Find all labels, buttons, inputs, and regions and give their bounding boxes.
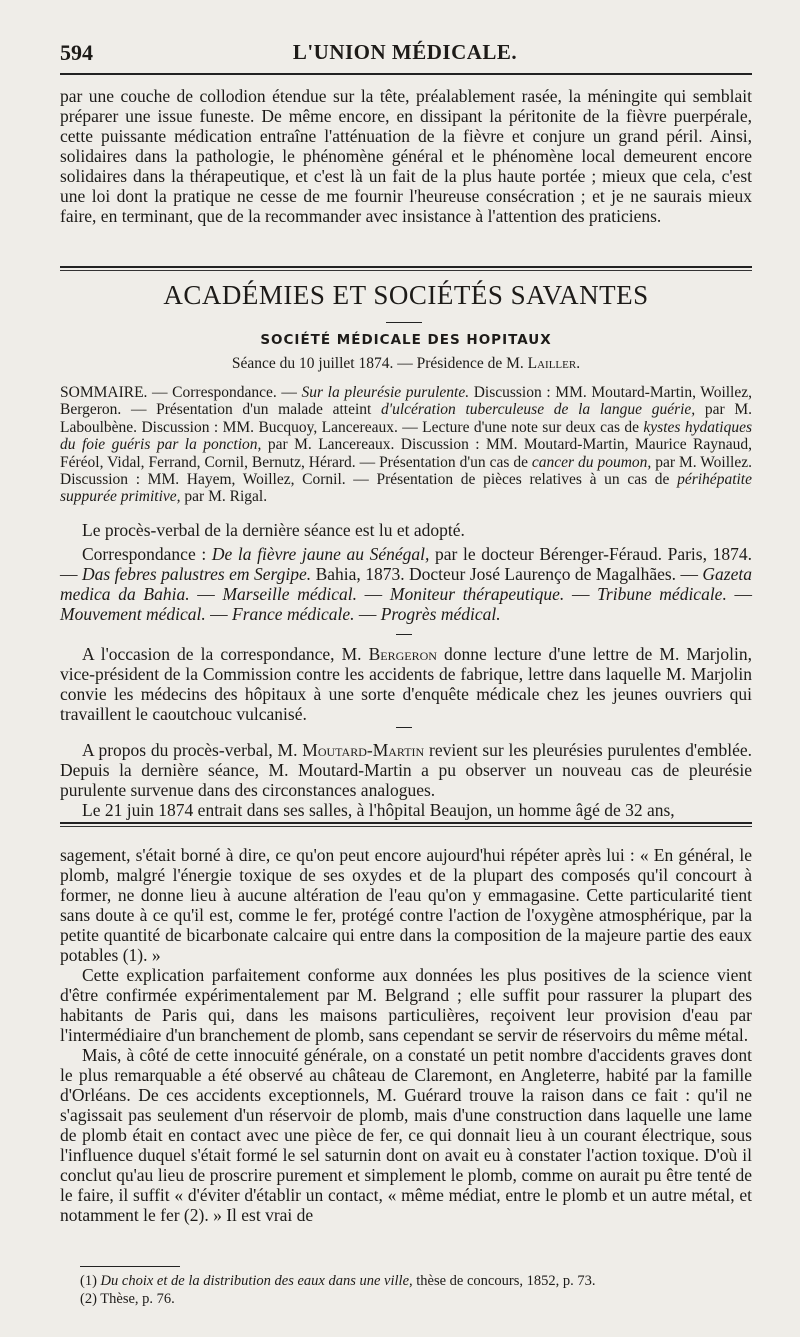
sommaire-topic: d'ulcération tuberculeuse de la langue guérie, [381,401,696,419]
moutard-paragraph [60,740,752,820]
sommaire-text: Discussion : MM. Moutard-Martin, Woillez, Bergeron. — Présentation d'un malade atteint [60,384,752,419]
footnote-rule [80,1266,180,1267]
minutes-block [60,520,752,624]
speaker-name: Moutard-Martin [302,740,425,760]
corr-text: — [354,604,381,624]
footnote-number: (1) [80,1273,101,1289]
corr-text: — [564,584,598,604]
corr-text: — [205,604,233,624]
lower-text-span: sagement, s'était borné à dire, ce qu'on peut encore aujourd'hui répéter après lui : « En général, le plomb, malgré l'énergie toxique de ses oxydes et de la plupart des composés qu'il concourt à former, ne donne lieu à aucune altération de l'eau qu'on y emmagasine. Cette particularité tient sans doute à ce qu'il est, comme le fer, protégé contre l'action de l'oxygène atmosphérique, par la petite quantité de bicarbonate calcaire qui entre dans la composition de la majeure partie des eaux potables [60,845,752,965]
marjolin-paragraph [60,644,752,724]
corr-title: Moniteur thérapeutique. [389,584,565,604]
column-rule-thin [60,826,752,827]
sommaire-text: par M. Laboulbène. Discussion : MM. Bucquoy, Lancereaux. — Lecture d'une note sur deux cas de [60,401,752,436]
corr-title: France médicale. [232,604,355,624]
page-number: 594 [60,40,93,65]
sommaire-topic: cancer du poumon, [531,453,652,471]
sommaire-text: par M. Rigal. [180,488,268,506]
section-title: ACADÉMIES ET SOCIÉTÉS SAVANTES [163,280,649,310]
proces-verbal: Le procès-verbal de la dernière séance est lu et adopté. [82,520,465,540]
lower-text-span: » Il est vrai de [208,1205,314,1225]
sommaire-label: SOMMAIRE. [60,384,148,401]
speaker-name: Bergeron [368,644,437,664]
separator-dash [396,727,412,728]
lower-text-span: Mais, à côté de cette innocuité générale, on a constaté un petit nombre d'accidents graves dont le plus remarquable a été observé au château de Claremont, en Angleterre, habité par la famille d'Orléans. De ces accidents exceptionnels, M. Guérard trouve la raison dans ce fait : qu'il ne s'agissait pas seulement d'un réservoir de plomb, mais d'une construction dans laquelle une lame de plomb était en contact avec une pièce de fer, ce qui donnait lieu à un courant électrique, sous l'influence duquel s'était formé le sel saturnin dont on avait eu à constater l'action toxique. D'où il conclut qu'au lieu de proscrire purement et simplement le plomb, comme on aurait pu être tenté de le faire, il suffit « d'éviter d'établir un contact, « même médiat, entre le plomb et un autre métal, et notamment le fer [60,1045,752,1225]
page-header [60,36,750,68]
footnote-2: (2) Thèse, p. 76. [80,1291,175,1307]
corr-text: — [189,584,223,604]
sommaire-text: par M. Lancereaux. Discussion : MM. Moutard-Martin, Maurice Raynaud, Féréol, Vidal, Ferrand, Cornil, Bernutz, Hérard. — Présentation d'un cas de [60,436,753,471]
sommaire-topic: périhépatite suppurée primitive, [60,471,752,506]
footnote-title: Du choix et de la distribution des eaux dans une ville, [100,1273,413,1289]
corr-title: Das febres palustres em Sergipe. [81,564,312,584]
lower-paragraph-2: Cette explication parfaitement conforme aux données les plus positives de la science vient d'être confirmée expérimentalement par M. Belgrand ; elle suffit pour rassurer la plupart des habitants de Paris qui, dans les maisons particulières, reçoivent leur provision d'eau par l'intermédiaire d'un branchement de plomb, sans cependant se servir de réservoirs du même métal. [60,965,752,1045]
corr-title: Marseille médical. [222,584,357,604]
title-dash [386,322,422,323]
society-name: SOCIÉTÉ MÉDICALE DES HOPITAUX [260,332,552,348]
marjolin-text: A l'occasion de la correspondance, M. [82,644,369,664]
separator-dash [396,634,412,635]
corr-title: De la fièvre jaune au Sénégal, [211,544,430,564]
section-rule-top [60,266,752,268]
lower-text [60,845,752,1225]
seance-line [60,355,752,373]
corr-title: Tribune médicale. [597,584,727,604]
corr-title: Progrès médical. [380,604,501,624]
correspondance-paragraph [60,544,752,624]
president-name: Lailler. [527,355,581,372]
sommaire-topic: kystes hydatiques du foie guéris par la ponction, [60,418,752,454]
lower-text-span: » [147,945,161,965]
column-rule [60,822,752,824]
corr-title: Gazeta medica da Bahia. [60,564,752,604]
footnote-ref: (1). [122,945,148,965]
sommaire-block [60,384,752,506]
sommaire-text: — Correspondance. — [147,384,302,401]
footnotes [80,1272,750,1308]
intro-text: par une couche de collodion étendue sur la tête, préalablement rasée, la méningite qui semblait préparer une issue funeste. De même encore, en dissipant la péritonite de la fièvre puerpérale, cette puissante médication entraîne l'atténuation de la fièvre et conjure un grand péril. Ainsi, solidaires dans la pathologie, le phénomène général et le phénomène local demeurent encore solidaires dans la thérapeutique, et c'est là un fait de la plus haute portée ; mieux que cela, c'est une loi dont la pratique ne cesse de me fournir l'heureuse consécration ; et je ne saurais mieux faire, en terminant, que de la recommander avec insistance à l'attention des praticiens. [60,86,752,226]
header-rule [60,73,752,75]
intro-paragraph [60,86,752,226]
corr-text: par le docteur Bérenger-Féraud. Paris, 1874. — [60,544,752,584]
moutard-text: A propos du procès-verbal, M. [82,740,303,760]
corr-text: Bahia, 1873. Docteur José Laurenço de Magalhães. — [311,564,703,584]
moutard-text: revient sur les pleurésies purulentes d'emblée. Depuis la dernière séance, M. Moutard-Martin a pu observer un nouveau cas de pleurésie purulente survenue dans des circonstances analogues. [60,740,752,800]
sommaire-topic: Sur la pleurésie purulente. [301,384,470,401]
corr-title: Mouvement médical. [60,604,206,624]
section-rule-top-thin [60,270,752,271]
lower-paragraph-1 [60,845,752,965]
sommaire-text: par M. Woillez. Discussion : MM. Hayem, Woillez, Cornil. — Présentation de pièces relatives à un cas de [60,453,752,489]
footnote-ref: (2). [183,1205,209,1225]
corr-text: — [726,584,753,604]
footnote-1 [80,1272,750,1290]
journal-title: L'UNION MÉDICALE. [292,40,518,64]
corr-text: Correspondance : [82,544,212,564]
corr-text: — [357,584,390,604]
seance-prefix: Séance du 10 juillet 1874. — Présidence de M. [231,355,524,372]
lower-paragraph-3 [60,1045,752,1225]
footnote-text: thèse de concours, 1852, p. 73. [412,1273,596,1289]
beaujon-line: Le 21 juin 1874 entrait dans ses salles, à l'hôpital Beaujon, un homme âgé de 32 ans, [82,800,675,820]
marjolin-text: donne lecture d'une lettre de M. Marjolin, vice-président de la Commission contre les accidents de fabrique, lettre dans laquelle M. Marjolin convie les médecins des hôpitaux à une sorte d'enquête médicale chez les jeunes ouvriers qui travaillent le caoutchouc vulcanisé. [60,644,753,724]
